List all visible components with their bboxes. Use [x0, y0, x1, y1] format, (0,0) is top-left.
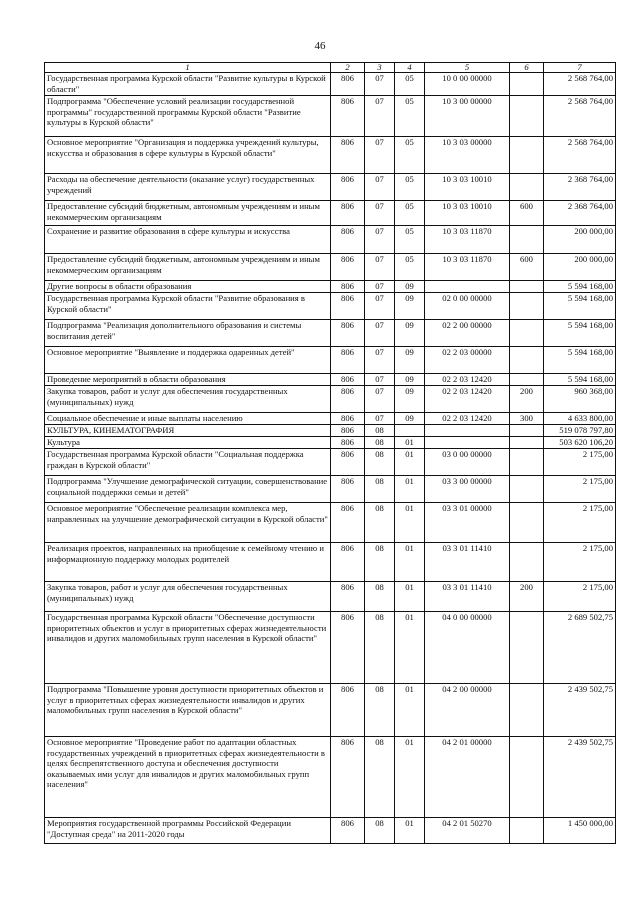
- row-name: Подпрограмма "Реализация дополнительного образования и системы воспитания детей": [45, 320, 331, 347]
- row-target-article: 03 0 00 00000: [425, 449, 510, 476]
- row-expense-type: 600: [510, 254, 544, 281]
- row-target-article: 04 2 00 00000: [425, 684, 510, 737]
- row-subsection: 01: [395, 582, 425, 612]
- row-expense-type: [510, 437, 544, 449]
- row-amount: 2 368 764,00: [544, 174, 616, 201]
- row-section: 08: [365, 684, 395, 737]
- row-target-article: [425, 437, 510, 449]
- row-target-article: 03 3 01 00000: [425, 503, 510, 543]
- row-name: Государственная программа Курской области "Обеспечение доступности приоритетных объектов и услуг в приоритетных сферах жизнедеятельности инвалидов и других маломобильных групп населения в Курской области": [45, 612, 331, 684]
- row-section: 08: [365, 737, 395, 818]
- row-subsection: 01: [395, 818, 425, 844]
- row-amount: 5 594 168,00: [544, 347, 616, 374]
- row-code: 806: [331, 737, 365, 818]
- row-section: 07: [365, 201, 395, 226]
- row-code: 806: [331, 73, 365, 96]
- table-row: [45, 201, 616, 226]
- row-amount: 2 439 502,75: [544, 684, 616, 737]
- header-cell-3: 3: [365, 63, 395, 73]
- row-subsection: 05: [395, 226, 425, 254]
- row-amount: 2 568 764,00: [544, 73, 616, 96]
- row-section: 08: [365, 425, 395, 437]
- row-subsection: 01: [395, 437, 425, 449]
- row-expense-type: [510, 174, 544, 201]
- row-name: Расходы на обеспечение деятельности (оказание услуг) государственных учреждений: [45, 174, 331, 201]
- row-name: Закупка товаров, работ и услуг для обеспечения государственных (муниципальных) нужд: [45, 386, 331, 413]
- row-expense-type: [510, 476, 544, 503]
- row-expense-type: [510, 347, 544, 374]
- row-subsection: [395, 425, 425, 437]
- row-section: 08: [365, 437, 395, 449]
- row-target-article: 02 2 03 12420: [425, 413, 510, 425]
- row-name: Проведение мероприятий в области образования: [45, 374, 331, 386]
- row-target-article: [425, 281, 510, 293]
- row-section: 07: [365, 386, 395, 413]
- table-row: [45, 413, 616, 425]
- row-expense-type: 600: [510, 201, 544, 226]
- row-target-article: 04 0 00 00000: [425, 612, 510, 684]
- row-amount: 960 368,00: [544, 386, 616, 413]
- header-cell-7: 7: [544, 63, 616, 73]
- row-target-article: [425, 425, 510, 437]
- page-number: 46: [314, 40, 326, 52]
- row-target-article: 10 3 03 10010: [425, 201, 510, 226]
- row-section: 07: [365, 347, 395, 374]
- row-code: 806: [331, 320, 365, 347]
- row-amount: 5 594 168,00: [544, 281, 616, 293]
- table-row: [45, 449, 616, 476]
- row-expense-type: [510, 320, 544, 347]
- row-expense-type: [510, 684, 544, 737]
- row-code: 806: [331, 612, 365, 684]
- row-amount: 2 175,00: [544, 449, 616, 476]
- row-code: 806: [331, 818, 365, 844]
- row-code: 806: [331, 281, 365, 293]
- row-name: Предоставление субсидий бюджетным, автономным учреждениям и иным некоммерческим организациям: [45, 201, 331, 226]
- row-section: 08: [365, 612, 395, 684]
- row-name: Основное мероприятие "Организация и поддержка учреждений культуры, искусства и образования в сфере культуры в Курской области": [45, 137, 331, 174]
- row-target-article: 02 2 03 12420: [425, 374, 510, 386]
- row-amount: 4 633 800,00: [544, 413, 616, 425]
- header-cell-4: 4: [395, 63, 425, 73]
- row-target-article: 10 3 03 11870: [425, 254, 510, 281]
- table-row: [45, 254, 616, 281]
- row-name: Предоставление субсидий бюджетным, автономным учреждениям и иным некоммерческим организациям: [45, 254, 331, 281]
- row-code: 806: [331, 543, 365, 582]
- row-section: 07: [365, 174, 395, 201]
- row-section: 08: [365, 449, 395, 476]
- row-code: 806: [331, 96, 365, 137]
- row-target-article: 10 3 03 00000: [425, 137, 510, 174]
- row-name: Подпрограмма "Улучшение демографической ситуации, совершенствование социальной поддержки семьи и детей": [45, 476, 331, 503]
- row-subsection: 05: [395, 73, 425, 96]
- row-subsection: 09: [395, 347, 425, 374]
- table-row: [45, 437, 616, 449]
- row-name: Основное мероприятие "Выявление и поддержка одаренных детей": [45, 347, 331, 374]
- row-target-article: 10 3 03 11870: [425, 226, 510, 254]
- row-subsection: 09: [395, 320, 425, 347]
- row-code: 806: [331, 174, 365, 201]
- row-amount: 2 175,00: [544, 543, 616, 582]
- row-expense-type: [510, 612, 544, 684]
- row-code: 806: [331, 437, 365, 449]
- table-row: [45, 293, 616, 320]
- table-row: [45, 818, 616, 844]
- row-name: Государственная программа Курской области "Развитие образования в Курской области": [45, 293, 331, 320]
- row-subsection: 05: [395, 174, 425, 201]
- row-expense-type: [510, 293, 544, 320]
- row-target-article: 04 2 01 00000: [425, 737, 510, 818]
- row-name: Сохранение и развитие образования в сфере культуры и искусства: [45, 226, 331, 254]
- table-row: [45, 281, 616, 293]
- table-row: [45, 73, 616, 96]
- row-amount: 2 175,00: [544, 476, 616, 503]
- row-expense-type: [510, 818, 544, 844]
- row-amount: 1 450 000,00: [544, 818, 616, 844]
- row-section: 07: [365, 374, 395, 386]
- table-row: [45, 425, 616, 437]
- row-amount: 200 000,00: [544, 226, 616, 254]
- row-subsection: 09: [395, 413, 425, 425]
- row-code: 806: [331, 374, 365, 386]
- row-name: Социальное обеспечение и иные выплаты населению: [45, 413, 331, 425]
- row-expense-type: [510, 737, 544, 818]
- row-subsection: 09: [395, 374, 425, 386]
- row-subsection: 05: [395, 137, 425, 174]
- table-row: [45, 503, 616, 543]
- row-target-article: 02 2 03 12420: [425, 386, 510, 413]
- table-row: [45, 226, 616, 254]
- row-amount: 5 594 168,00: [544, 374, 616, 386]
- row-section: 07: [365, 413, 395, 425]
- row-subsection: 01: [395, 684, 425, 737]
- row-section: 07: [365, 73, 395, 96]
- header-cell-5: 5: [425, 63, 510, 73]
- row-expense-type: [510, 96, 544, 137]
- row-expense-type: 300: [510, 413, 544, 425]
- row-amount: 200 000,00: [544, 254, 616, 281]
- table-row: [45, 96, 616, 137]
- row-section: 07: [365, 137, 395, 174]
- row-amount: 2 368 764,00: [544, 201, 616, 226]
- row-code: 806: [331, 137, 365, 174]
- row-name: Реализация проектов, направленных на приобщение к семейному чтению и информационную поддержку молодых родителей: [45, 543, 331, 582]
- row-amount: 519 078 797,80: [544, 425, 616, 437]
- table-row: [45, 684, 616, 737]
- row-subsection: 05: [395, 96, 425, 137]
- row-name: Основное мероприятие "Проведение работ по адаптации областных государственных учреждений в приоритетных сферах жизнедеятельности в целях беспрепятственного доступа и обеспечения доступности оказываемых ими услуг для инвалидов и других маломобильных групп населения": [45, 737, 331, 818]
- table-row: [45, 174, 616, 201]
- table-row: [45, 137, 616, 174]
- row-section: 07: [365, 320, 395, 347]
- row-code: 806: [331, 425, 365, 437]
- row-expense-type: [510, 503, 544, 543]
- row-target-article: 02 2 03 00000: [425, 347, 510, 374]
- table-row: [45, 386, 616, 413]
- row-target-article: 03 3 01 11410: [425, 582, 510, 612]
- row-amount: 503 620 106,20: [544, 437, 616, 449]
- row-target-article: 10 0 00 00000: [425, 73, 510, 96]
- table-row: [45, 347, 616, 374]
- row-section: 08: [365, 818, 395, 844]
- row-name: Государственная программа Курской области "Социальная поддержка граждан в Курской области": [45, 449, 331, 476]
- row-amount: 2 175,00: [544, 503, 616, 543]
- row-subsection: 09: [395, 386, 425, 413]
- row-amount: 2 175,00: [544, 582, 616, 612]
- row-target-article: 04 2 01 50270: [425, 818, 510, 844]
- row-expense-type: [510, 449, 544, 476]
- row-code: 806: [331, 582, 365, 612]
- row-expense-type: [510, 425, 544, 437]
- row-section: 07: [365, 281, 395, 293]
- row-subsection: 01: [395, 449, 425, 476]
- row-section: 08: [365, 543, 395, 582]
- row-name: Культура: [45, 437, 331, 449]
- row-expense-type: [510, 73, 544, 96]
- row-code: 806: [331, 449, 365, 476]
- row-subsection: 01: [395, 737, 425, 818]
- row-subsection: 09: [395, 281, 425, 293]
- header-row: [45, 63, 616, 73]
- row-code: 806: [331, 293, 365, 320]
- row-expense-type: [510, 226, 544, 254]
- table-row: [45, 543, 616, 582]
- row-name: Закупка товаров, работ и услуг для обеспечения государственных (муниципальных) нужд: [45, 582, 331, 612]
- row-name: Подпрограмма "Обеспечение условий реализации государственной программы" государственной программы Курской области "Развитие культуры в Курской области": [45, 96, 331, 137]
- table-row: [45, 582, 616, 612]
- row-target-article: 03 3 00 00000: [425, 476, 510, 503]
- row-name: Подпрограмма "Повышение уровня доступности приоритетных объектов и услуг в приоритетных сферах жизнедеятельности инвалидов и других маломобильных групп населения в Курской области": [45, 684, 331, 737]
- row-target-article: 03 3 01 11410: [425, 543, 510, 582]
- header-cell-2: 2: [331, 63, 365, 73]
- row-section: 08: [365, 582, 395, 612]
- header-cell-1: 1: [45, 63, 331, 73]
- row-amount: 5 594 168,00: [544, 320, 616, 347]
- row-amount: 2 689 502,75: [544, 612, 616, 684]
- table-row: [45, 476, 616, 503]
- row-code: 806: [331, 254, 365, 281]
- row-code: 806: [331, 503, 365, 543]
- row-target-article: 02 2 00 00000: [425, 320, 510, 347]
- row-code: 806: [331, 684, 365, 737]
- budget-table: [44, 62, 616, 844]
- row-section: 07: [365, 293, 395, 320]
- row-expense-type: 200: [510, 386, 544, 413]
- row-section: 07: [365, 226, 395, 254]
- table-row: [45, 320, 616, 347]
- row-amount: 2 568 764,00: [544, 96, 616, 137]
- row-name: Другие вопросы в области образования: [45, 281, 331, 293]
- row-subsection: 05: [395, 254, 425, 281]
- row-code: 806: [331, 347, 365, 374]
- row-name: КУЛЬТУРА, КИНЕМАТОГРАФИЯ: [45, 425, 331, 437]
- row-subsection: 09: [395, 293, 425, 320]
- row-subsection: 01: [395, 476, 425, 503]
- row-expense-type: [510, 543, 544, 582]
- row-subsection: 01: [395, 612, 425, 684]
- row-subsection: 01: [395, 503, 425, 543]
- row-name: Мероприятия государственной программы Российской Федерации "Доступная среда" на 2011-2020 годы: [45, 818, 331, 844]
- row-amount: 2 439 502,75: [544, 737, 616, 818]
- row-code: 806: [331, 201, 365, 226]
- row-target-article: 10 3 00 00000: [425, 96, 510, 137]
- row-section: 08: [365, 503, 395, 543]
- table-row: [45, 374, 616, 386]
- row-name: Государственная программа Курской области "Развитие культуры в Курской области": [45, 73, 331, 96]
- row-subsection: 01: [395, 543, 425, 582]
- row-target-article: 02 0 00 00000: [425, 293, 510, 320]
- row-subsection: 05: [395, 201, 425, 226]
- row-section: 07: [365, 96, 395, 137]
- row-section: 07: [365, 254, 395, 281]
- row-name: Основное мероприятие "Обеспечение реализации комплекса мер, направленных на улучшение демографической ситуации в Курской области": [45, 503, 331, 543]
- row-amount: 5 594 168,00: [544, 293, 616, 320]
- row-expense-type: [510, 281, 544, 293]
- row-expense-type: 200: [510, 582, 544, 612]
- table-row: [45, 612, 616, 684]
- row-expense-type: [510, 374, 544, 386]
- row-code: 806: [331, 476, 365, 503]
- row-section: 08: [365, 476, 395, 503]
- row-expense-type: [510, 137, 544, 174]
- row-target-article: 10 3 03 10010: [425, 174, 510, 201]
- header-cell-6: 6: [510, 63, 544, 73]
- row-code: 806: [331, 413, 365, 425]
- row-amount: 2 568 764,00: [544, 137, 616, 174]
- table-row: [45, 737, 616, 818]
- row-code: 806: [331, 386, 365, 413]
- row-code: 806: [331, 226, 365, 254]
